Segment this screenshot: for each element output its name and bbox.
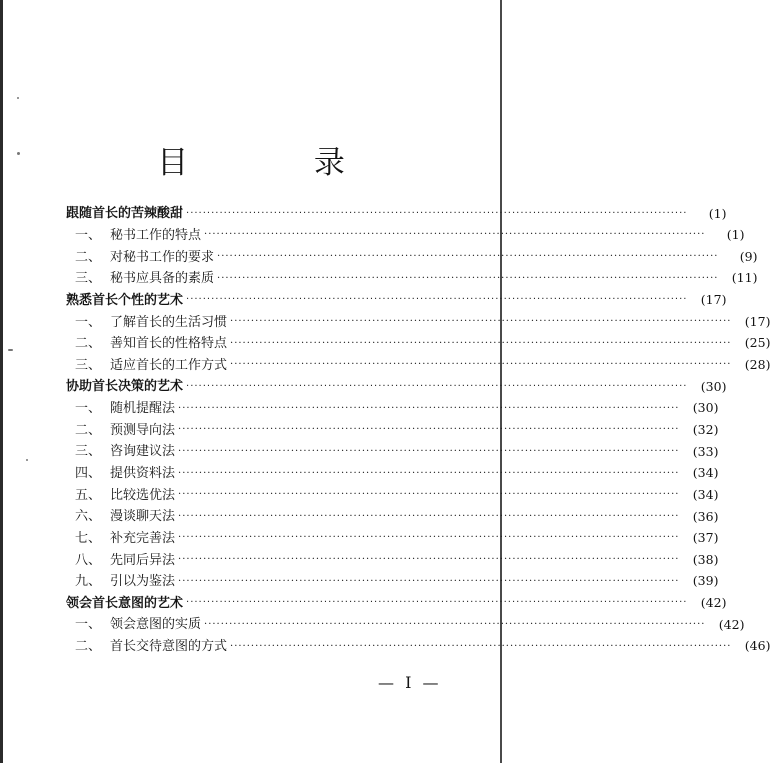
toc-section (66, 225, 745, 247)
toc-page-number: (34) (692, 465, 719, 481)
toc-leader-dots: ························································································································ (178, 489, 680, 501)
toc-leader-dots: ························································································································ (230, 316, 732, 328)
toc-leader-dots: ························································································································ (230, 359, 732, 371)
toc-page-number: (38) (692, 551, 719, 567)
toc-chapter (66, 290, 727, 312)
toc-leader-dots: ························································································································ (178, 554, 680, 566)
toc-page-number: (42) (718, 616, 745, 632)
toc-entry-title: 漫谈聊天法 (110, 509, 176, 525)
toc-leader-dots: ························································································································ (178, 510, 680, 522)
toc-entry-title: 适应首长的工作方式 (110, 357, 228, 373)
page-title: 目 录 (157, 145, 403, 181)
toc-entry-title: 随机提醒法 (110, 401, 176, 417)
toc-section (66, 506, 719, 528)
toc-section (66, 333, 770, 355)
toc-page-number: (34) (692, 486, 719, 502)
toc-section-number: 七、 (74, 530, 101, 546)
toc-leader-dots: ························································································································ (217, 251, 719, 263)
toc-page-number: (30) (700, 378, 727, 394)
toc-page-number: (30) (692, 400, 719, 416)
toc-leader-dots: ························································································································ (178, 445, 680, 457)
toc-entry-title: 协助首长决策的艺术 (66, 379, 184, 395)
toc-page-number: (33) (692, 443, 719, 459)
toc-page-number: (25) (744, 335, 770, 351)
toc-section-number: 一、 (74, 401, 101, 417)
toc-section (66, 549, 719, 571)
toc-section-number: 三、 (74, 271, 101, 287)
toc-leader-dots: ························································································································ (178, 467, 680, 479)
scan-speck (8, 349, 13, 351)
toc-leader-dots: ························································································································ (186, 380, 688, 392)
toc-leader-dots: ························································································································ (178, 424, 680, 436)
toc-entry-title: 领会意图的实质 (110, 617, 202, 633)
toc-section-number: 二、 (74, 336, 101, 352)
toc-entry-title: 秘书应具备的素质 (110, 271, 215, 287)
toc-page-number: (46) (744, 638, 770, 654)
toc-leader-dots: ························································································································ (186, 207, 688, 219)
toc-entry-title: 对秘书工作的要求 (110, 249, 215, 265)
toc-page-number: (32) (692, 421, 719, 437)
toc-section-number: 六、 (74, 509, 101, 525)
toc-page-number: (17) (744, 313, 770, 329)
toc-section (66, 463, 719, 485)
toc-section (66, 246, 758, 268)
scan-speck (26, 459, 28, 461)
toc-page-number: (11) (731, 270, 758, 286)
table-of-contents (66, 203, 770, 657)
toc-leader-dots: ························································································································ (217, 272, 719, 284)
toc-section (66, 571, 719, 593)
toc-page-number: (9) (739, 248, 758, 264)
scan-speck (17, 97, 19, 99)
toc-entry-title: 领会首长意图的艺术 (66, 595, 184, 611)
toc-leader-dots: ························································································································ (230, 640, 732, 652)
toc-section (66, 268, 758, 290)
toc-page-number: (28) (744, 357, 770, 373)
toc-leader-dots: ························································································································ (186, 597, 688, 609)
toc-section-number: 九、 (74, 574, 101, 590)
toc-section-number: 三、 (74, 444, 101, 460)
toc-page-number: (42) (700, 595, 727, 611)
toc-section-number: 一、 (74, 227, 101, 243)
toc-section (66, 528, 719, 550)
toc-chapter (66, 593, 727, 615)
toc-section-number: 四、 (74, 466, 101, 481)
scan-left-edge (0, 0, 3, 763)
toc-entry-title: 补充完善法 (110, 530, 176, 546)
toc-entry-title: 了解首长的生活习惯 (110, 314, 228, 330)
toc-entry-title: 提供资料法 (110, 466, 176, 481)
toc-section-number: 二、 (74, 639, 101, 655)
toc-leader-dots: ························································································································ (230, 337, 732, 349)
toc-section (66, 441, 719, 463)
toc-section (66, 354, 770, 376)
toc-entry-title: 预测导向法 (110, 422, 176, 438)
toc-entry-title: 比较选优法 (110, 487, 176, 503)
toc-entry-title: 咨询建议法 (110, 444, 176, 460)
toc-section-number: 一、 (74, 314, 101, 330)
toc-entry-title: 熟悉首长个性的艺术 (66, 292, 184, 308)
toc-entry-title: 首长交待意图的方式 (110, 639, 228, 655)
toc-section (66, 398, 719, 420)
toc-leader-dots: ························································································································ (178, 402, 680, 414)
toc-section-number: 二、 (74, 249, 101, 265)
toc-page-number: (39) (692, 573, 719, 589)
toc-section-number: 三、 (74, 357, 101, 373)
toc-entry-title: 善知首长的性格特点 (110, 336, 228, 352)
toc-section (66, 311, 770, 333)
toc-page-number: (17) (700, 292, 727, 308)
toc-leader-dots: ························································································································ (204, 229, 706, 241)
toc-page-number: (1) (726, 227, 745, 243)
toc-page-number: (36) (692, 508, 719, 524)
toc-entry-title: 秘书工作的特点 (110, 227, 202, 243)
toc-entry-title: 跟随首长的苦辣酸甜 (66, 206, 184, 222)
toc-section-number: 二、 (74, 422, 101, 438)
toc-section (66, 484, 719, 506)
toc-page-number: (37) (692, 530, 719, 546)
toc-entry-title: 引以为鉴法 (110, 574, 176, 590)
toc-section-number: 五、 (74, 487, 101, 503)
page-number: — I — (378, 673, 442, 692)
toc-leader-dots: ························································································································ (178, 575, 680, 587)
toc-section (66, 614, 745, 636)
toc-leader-dots: ························································································································ (186, 294, 688, 306)
toc-page-number: (1) (708, 205, 727, 221)
toc-section (66, 636, 770, 658)
toc-section-number: 一、 (74, 617, 101, 633)
toc-entry-title: 先同后异法 (110, 552, 176, 568)
toc-leader-dots: ························································································································ (204, 618, 706, 630)
toc-chapter (66, 376, 727, 398)
toc-section (66, 419, 719, 441)
toc-section-number: 八、 (74, 552, 101, 568)
toc-leader-dots: ························································································································ (178, 532, 680, 544)
toc-chapter (66, 203, 727, 225)
